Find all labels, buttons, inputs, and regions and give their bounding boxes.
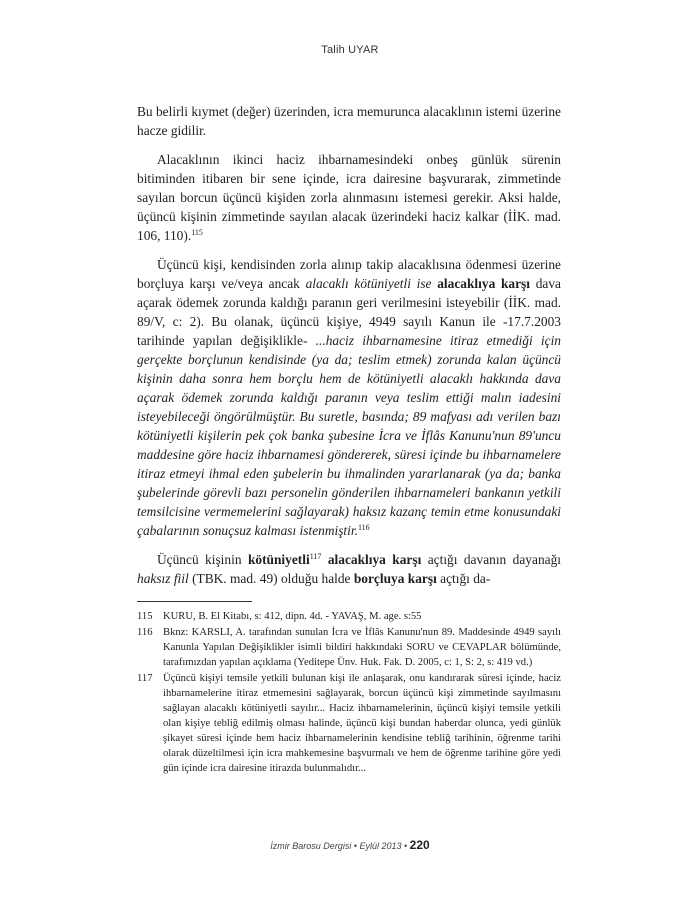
footnote-text: Bknz: KARSLI, A. tarafından sunulan İcra ve İflâs Kanunu'nun 89. Maddesinde 4949 sayılı Kanunla Yapılan Değişiklikler isimli bildiri hakkındaki SORU ve CEVAPLAR bölümünde, tarafımızdan yapılan açıklama (Yeditepe Ünv. Huk. Fak. D. 2005, c: 1, S: 2, s: 419 vd.) [163, 627, 561, 668]
footnote [137, 609, 561, 624]
footnote-separator [137, 601, 252, 602]
footnote-number: 117 [137, 673, 153, 684]
paragraph-4-bold-a: kötüniyetli [247, 552, 310, 567]
footnote-text: KURU, B. El Kitabı, s: 412, dipn. 4d. - YAVAŞ, M. age. s:55 [163, 611, 422, 622]
paragraph-2 [137, 150, 561, 245]
paragraph-4-text-c: (TBK. mad. 49) olduğu halde [188, 571, 354, 586]
footnote [137, 625, 561, 670]
paragraph-3-bold-a: alacaklıya karşı [437, 276, 530, 291]
footnote-ref-117: 117 [309, 552, 322, 561]
body-text [137, 102, 561, 598]
paragraph-4-bold-b: alacaklıya karşı [327, 552, 422, 567]
page-footer [0, 838, 700, 852]
journal-name: İzmir Barosu Dergisi [270, 841, 352, 851]
footnote-ref-116: 116 [357, 523, 370, 532]
footnote-text: Üçüncü kişiyi temsile yetkili bulunan kişi ile anlaşarak, onu kandırarak süresi içinde, haciz ihbarnamelerine itiraz etmemesini sağlayarak, borcun üçüncü kişi zimmetinde sayılmasını sağlayan alacaklı kötüniyetli sayılır... Haciz ihbarnamelerinin, üçüncü kişiyi temsile yetkili olan kişiye tebliğ edilmiş olması halinde, üçüncü kişi bundan haberdar olunca, yedi günlük şikayet süresi içinde hem haciz ihbarnamelerinin kendisine tebliğ tarihinin, öğrenme tarihi olarak düzeltilmesi için icra mahkemesine başvurmalı ve hem de öğrenme tarihine göre yedi gün içinde icra dairesine itirazda bulunmalıdır... [163, 673, 561, 774]
paragraph-4-text-b: açtığı davanın dayanağı [421, 552, 561, 567]
paragraph-4-italic: haksız fiil [137, 571, 189, 586]
footnote-ref-115: 115 [191, 228, 203, 237]
paragraph-3-italic-quote: ...haciz ihbarnamesine itiraz etmediği için gerçekte borçlunun kendisinde (ya da; teslim etmek) zorunda kalan üçüncü kişinin daha sonra hem borçlu hem de kötüniyetli alacaklı hakkında dava açarak ödemek zorunda kaldığı paranın veya teslim ettiği malın iadesini isteyebileceği öngörülmüştür. Bu suretle, basında; 89 mafyası adı verilen bazı kötüniyetli kişilerin pek çok banka şubesine İcra ve İflâs Kanunu'nun 89'uncu maddesine göre haciz ihbarnamesi göndererek, süresi içinde bu ihbarnamelere itiraz etmeyi ihmal eden şubelerin bu ihmalinden yararlanarak (ya da; banka şubelerinde görevli bazı personelin gönderilen ihbarnameleri bankanın yetkili temsilcisine vermemelerini sağlayarak) haksız kazanç temin etme konusundaki çabalarının sonuçsuz kalması istenmiştir. [137, 333, 561, 538]
paragraph-2-text: Alacaklının ikinci haciz ihbarnamesindeki onbeş günlük sürenin bitiminden itibaren bir sene içinde, icra dairesine başvurarak, zimmetinde sayılan borcun üçüncü kişiden zorla alınmasını istemesi gerekir. Aksi halde, üçüncü kişinin zimmetinde sayılan alacak üzerindeki haciz kalkar (İİK. mad. 106, 110). [137, 152, 561, 243]
footer-separator: • [401, 841, 410, 851]
footnote [137, 671, 561, 776]
paragraph-3 [137, 255, 561, 540]
footer-separator: • [351, 841, 360, 851]
paragraph-1: Bu belirli kıymet (değer) üzerinden, icra memurunca alacaklının istemi üzerine hacze gidilir. [137, 104, 561, 138]
paragraph-4-text-d: açtığı da- [436, 571, 491, 586]
paragraph-4-text-a: Üçüncü kişinin [157, 552, 248, 567]
paragraph-3-text-b: dava açarak ödemek zorunda kaldığı paranın geri verilmesini isteyebilir (İİK. mad. 89/V, c: 2). Bu olanak, üçüncü kişiye, 4949 sayılı Kanun ile -17.7.2003 tarihinde yapılan değişiklikle- [137, 276, 561, 348]
paragraph-3-italic-a: alacaklı kötüniyetli ise [305, 276, 432, 291]
paragraph-3-text-a: Üçüncü kişi, kendisinden zorla alınıp takip alacaklısına ödenmesi üzerine borçluya karşı ve/veya ancak [137, 257, 561, 291]
footnote-number: 116 [137, 627, 153, 638]
running-header-author: Talih UYAR [321, 44, 379, 56]
footnotes [137, 609, 561, 777]
footnote-number: 115 [137, 611, 153, 622]
paragraph-4-bold-c: borçluya karşı [353, 571, 437, 586]
issue-date: Eylül 2013 [359, 841, 402, 851]
page-number: 220 [409, 838, 430, 852]
paragraph-4 [137, 550, 561, 588]
